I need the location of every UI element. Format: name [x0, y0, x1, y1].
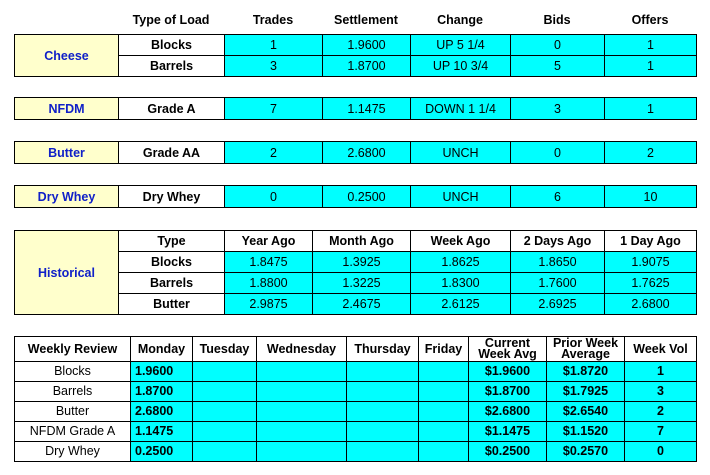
weekly-cell [347, 402, 419, 422]
weekly-cell [193, 422, 257, 442]
cheese-blocks-trades: 1 [225, 35, 323, 56]
weekly-cell: 1.8700 [131, 382, 193, 402]
weekly-cell: $1.8700 [469, 382, 547, 402]
hist-row-type: Barrels [119, 273, 225, 294]
weekly-cell [347, 382, 419, 402]
butter-bids: 0 [511, 142, 605, 164]
hist-header-2-days-ago: 2 Days Ago [511, 231, 605, 252]
weekly-cell [419, 382, 469, 402]
weekly-cell [257, 382, 347, 402]
header-trades: Trades [252, 13, 294, 27]
weekly-cell: $1.1475 [469, 422, 547, 442]
dry-whey-settlement: 0.2500 [323, 186, 411, 208]
header-type-of-load: Type of Load [132, 13, 210, 27]
dry-whey-load: Dry Whey [119, 186, 225, 208]
weekly-header: Current Week Avg [469, 337, 547, 362]
weekly-cell [257, 362, 347, 382]
cheese-label: Cheese [15, 35, 119, 77]
hist-cell: 2.6800 [605, 294, 697, 315]
nfdm-offers: 1 [605, 98, 697, 120]
hist-cell: 2.6925 [511, 294, 605, 315]
hist-cell: 1.8475 [225, 252, 313, 273]
hist-cell: 1.8300 [411, 273, 511, 294]
weekly-cell [419, 362, 469, 382]
butter-table [14, 141, 697, 164]
hist-cell: 1.3925 [313, 252, 411, 273]
hist-cell: 1.8625 [411, 252, 511, 273]
header-offers: Offers [631, 13, 669, 27]
weekly-cell [419, 402, 469, 422]
dry-whey-bids: 6 [511, 186, 605, 208]
header-change: Change [437, 13, 483, 27]
cheese-barrels-settlement: 1.8700 [323, 56, 411, 77]
weekly-header: Week Vol [625, 337, 697, 362]
weekly-cell: $2.6800 [469, 402, 547, 422]
cheese-blocks-settlement: 1.9600 [323, 35, 411, 56]
weekly-cell: 0.2500 [131, 442, 193, 462]
dry-whey-change: UNCH [411, 186, 511, 208]
weekly-cell [347, 362, 419, 382]
butter-load: Grade AA [119, 142, 225, 164]
hist-cell: 2.6125 [411, 294, 511, 315]
butter-settlement: 2.6800 [323, 142, 411, 164]
weekly-cell [193, 382, 257, 402]
nfdm-settlement: 1.1475 [323, 98, 411, 120]
hist-cell: 1.9075 [605, 252, 697, 273]
weekly-row-label: NFDM Grade A [15, 422, 131, 442]
weekly-cell [347, 442, 419, 462]
cheese-blocks-offers: 1 [605, 35, 697, 56]
cheese-blocks-load: Blocks [119, 35, 225, 56]
weekly-header: Thursday [347, 337, 419, 362]
weekly-cell [347, 422, 419, 442]
nfdm-load: Grade A [119, 98, 225, 120]
weekly-cell [193, 402, 257, 422]
butter-trades: 2 [225, 142, 323, 164]
hist-header-type: Type [119, 231, 225, 252]
hist-cell: 1.7625 [605, 273, 697, 294]
nfdm-bids: 3 [511, 98, 605, 120]
historical-label: Historical [15, 231, 119, 315]
weekly-cell: $1.8720 [547, 362, 625, 382]
weekly-cell: $1.1520 [547, 422, 625, 442]
nfdm-table [14, 97, 697, 120]
hist-row-type: Butter [119, 294, 225, 315]
weekly-cell: 3 [625, 382, 697, 402]
hist-cell: 2.9875 [225, 294, 313, 315]
dry-whey-trades: 0 [225, 186, 323, 208]
weekly-cell: 2 [625, 402, 697, 422]
cheese-blocks-change: UP 5 1/4 [411, 35, 511, 56]
nfdm-change: DOWN 1 1/4 [411, 98, 511, 120]
weekly-row-label: Barrels [15, 382, 131, 402]
weekly-row-label: Butter [15, 402, 131, 422]
weekly-header: Weekly Review [15, 337, 131, 362]
hist-header-year-ago: Year Ago [225, 231, 313, 252]
butter-label: Butter [15, 142, 119, 164]
weekly-cell: $1.7925 [547, 382, 625, 402]
cheese-barrels-bids: 5 [511, 56, 605, 77]
weekly-cell: 0 [625, 442, 697, 462]
header-settlement: Settlement [334, 13, 398, 27]
weekly-cell: $0.2500 [469, 442, 547, 462]
hist-header-1-day-ago: 1 Day Ago [605, 231, 697, 252]
weekly-row-label: Dry Whey [15, 442, 131, 462]
weekly-cell: 1 [625, 362, 697, 382]
weekly-header: Monday [131, 337, 193, 362]
nfdm-label: NFDM [15, 98, 119, 120]
hist-header-month-ago: Month Ago [313, 231, 411, 252]
weekly-cell: 1.9600 [131, 362, 193, 382]
dry-whey-offers: 10 [605, 186, 697, 208]
weekly-cell [257, 402, 347, 422]
butter-change: UNCH [411, 142, 511, 164]
dry-whey-table [14, 185, 697, 208]
weekly-cell [257, 422, 347, 442]
weekly-cell [193, 362, 257, 382]
cheese-barrels-trades: 3 [225, 56, 323, 77]
weekly-cell [193, 442, 257, 462]
weekly-cell [419, 442, 469, 462]
weekly-cell: 7 [625, 422, 697, 442]
cheese-table [14, 34, 697, 77]
weekly-cell [419, 422, 469, 442]
hist-header-week-ago: Week Ago [411, 231, 511, 252]
weekly-cell: 1.1475 [131, 422, 193, 442]
cheese-barrels-load: Barrels [119, 56, 225, 77]
weekly-cell: $2.6540 [547, 402, 625, 422]
weekly-header: Prior Week Average [547, 337, 625, 362]
hist-cell: 1.7600 [511, 273, 605, 294]
hist-cell: 1.8800 [225, 273, 313, 294]
weekly-header: Tuesday [193, 337, 257, 362]
hist-cell: 1.8650 [511, 252, 605, 273]
weekly-row-label: Blocks [15, 362, 131, 382]
butter-offers: 2 [605, 142, 697, 164]
cheese-blocks-bids: 0 [511, 35, 605, 56]
weekly-cell: 2.6800 [131, 402, 193, 422]
weekly-review-table [14, 336, 697, 462]
hist-cell: 1.3225 [313, 273, 411, 294]
weekly-header: Friday [419, 337, 469, 362]
weekly-cell: $0.2570 [547, 442, 625, 462]
weekly-cell: $1.9600 [469, 362, 547, 382]
header-bids: Bids [543, 13, 571, 27]
weekly-cell [257, 442, 347, 462]
nfdm-trades: 7 [225, 98, 323, 120]
dry-whey-label: Dry Whey [15, 186, 119, 208]
weekly-header: Wednesday [257, 337, 347, 362]
hist-row-type: Blocks [119, 252, 225, 273]
hist-cell: 2.4675 [313, 294, 411, 315]
cheese-barrels-change: UP 10 3/4 [411, 56, 511, 77]
cheese-barrels-offers: 1 [605, 56, 697, 77]
historical-table [14, 230, 697, 315]
